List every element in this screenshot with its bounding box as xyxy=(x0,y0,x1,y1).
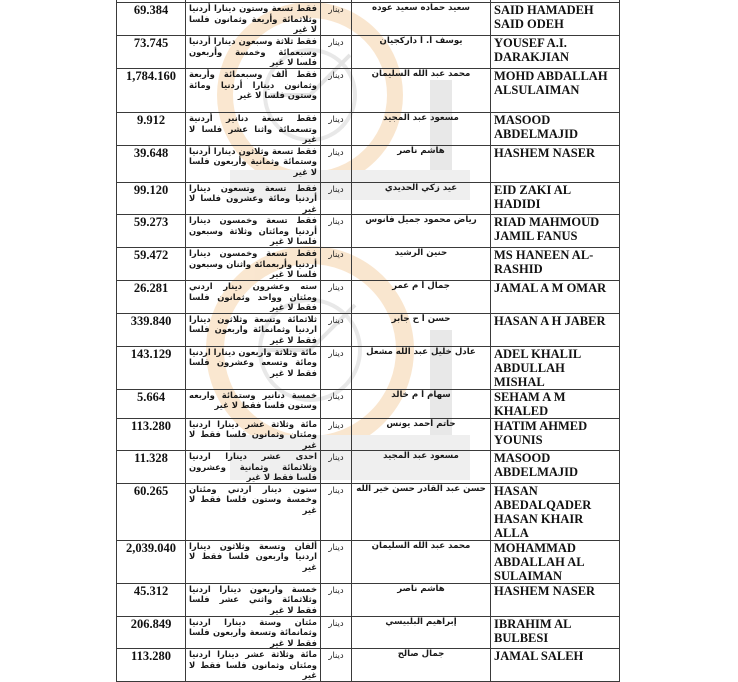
table-row xyxy=(117,346,620,389)
arabic-name-cell: عيد زكي الحديدي xyxy=(352,182,491,215)
currency-cell: دينار xyxy=(321,248,352,281)
table-row xyxy=(117,616,620,649)
amount-cell: 113.280 xyxy=(117,418,186,451)
english-name-cell: MS HANEEN AL-RASHID xyxy=(491,248,620,281)
amount-in-words-cell: خمسة دنانير وستمائة واربعه وستون فلسا فقط لا غير xyxy=(186,389,321,418)
english-name-cell: RIAD MAHMOUD JAMIL FANUS xyxy=(491,215,620,248)
amount-in-words-cell: خمسة واربعون دينارا اردنيا وثلاثمائة واثني عشر فلسا فقط لا غير xyxy=(186,583,321,616)
amount-in-words-cell: فقط تسعة وستون دينارا أردنيا وثلاثمائة وأربعة وثمانون فلسا لا غير xyxy=(186,3,321,36)
arabic-name-cell: رياض محمود جميل فانوس xyxy=(352,215,491,248)
amount-in-words-cell: مئتان وستة دينارا اردنيا وثمانمائة وتسعة واربعون فلسا فقط لا غير xyxy=(186,616,321,649)
arabic-name-cell: محمد عبد الله السليمان xyxy=(352,69,491,113)
arabic-name-cell: هاشم ناصر xyxy=(352,583,491,616)
english-name-cell: MASOOD ABDELMAJID xyxy=(491,113,620,146)
arabic-name-cell: حسن عبد القادر حسن خير الله xyxy=(352,483,491,540)
amount-in-words-cell: ألفان وتسعة وثلاثون دينارا اردنيا واربعون فلسا فقط لا غير xyxy=(186,540,321,583)
table-row xyxy=(117,248,620,281)
amount-cell: 206.849 xyxy=(117,616,186,649)
table-row xyxy=(117,3,620,36)
amount-in-words-cell: فقط تسعة وتسعون دينارا أردنيا ومائة وعشرون فلسا لا غير xyxy=(186,182,321,215)
arabic-name-cell: جمال أ م عمر xyxy=(352,281,491,314)
table-row xyxy=(117,483,620,540)
table-row xyxy=(117,649,620,682)
arabic-name-cell: حاتم أحمد يونس xyxy=(352,418,491,451)
english-name-cell: IBRAHIM AL BULBESI xyxy=(491,616,620,649)
amount-in-words-cell: فقط تسعة وخمسون دينارا أردنيا ومائتان وثلاثة وسبعون فلسا لا غير xyxy=(186,215,321,248)
english-name-cell: HASAN ABEDALQADER HASAN KHAIR ALLA xyxy=(491,483,620,540)
currency-cell: دينار xyxy=(321,145,352,182)
arabic-name-cell: مسعود عبد المجيد xyxy=(352,113,491,146)
arabic-name-cell: هاشم ناصر xyxy=(352,145,491,182)
amount-cell: 339.840 xyxy=(117,313,186,346)
amount-cell: 26.281 xyxy=(117,281,186,314)
table-row xyxy=(117,215,620,248)
english-name-cell: JAMAL SALEH xyxy=(491,649,620,682)
arabic-name-cell: حسن أ ح جابر xyxy=(352,313,491,346)
table-row xyxy=(117,281,620,314)
amount-in-words-cell: ثلاثمائة وتسعة وثلاثون دينارا اردنيا وثمانمائة واربعون فلسا فقط لا غير xyxy=(186,313,321,346)
currency-cell: دينار xyxy=(321,313,352,346)
currency-cell: دينار xyxy=(321,281,352,314)
amount-in-words-cell: مائة وثلاثة عشر دينارا اردنيا ومئتان وثمانون فلسا فقط لا غير xyxy=(186,649,321,682)
arabic-name-cell: سعيد حماده سعيد عوده xyxy=(352,3,491,36)
currency-cell: دينار xyxy=(321,389,352,418)
english-name-cell: MASOOD ABDELMAJID xyxy=(491,451,620,484)
english-name-cell: EID ZAKI AL HADIDI xyxy=(491,182,620,215)
currency-cell: دينار xyxy=(321,69,352,113)
table-row xyxy=(117,313,620,346)
table-row xyxy=(117,451,620,484)
english-name-cell: HASHEM NASER xyxy=(491,145,620,182)
amount-in-words-cell: مائة وثلاثة عشر دينارا اردنيا ومئتان وثمانون فلسا فقط لا غير xyxy=(186,418,321,451)
currency-cell: دينار xyxy=(321,616,352,649)
currency-cell: دينار xyxy=(321,583,352,616)
table-row xyxy=(117,540,620,583)
amount-in-words-cell: فقط تسعة وثلاثون دينارا أردنيا وستمائة وثمانية وأربعون فلسا لا غير xyxy=(186,145,321,182)
arabic-name-cell: سهام أ م خالد xyxy=(352,389,491,418)
english-name-cell: MOHD ABDALLAH ALSULAIMAN xyxy=(491,69,620,113)
amount-cell: 45.312 xyxy=(117,583,186,616)
currency-cell: دينار xyxy=(321,649,352,682)
table-row xyxy=(117,69,620,113)
arabic-name-cell: عادل خليل عبد الله مشعل xyxy=(352,346,491,389)
arabic-name-cell: يوسف أ. أ داركجيان xyxy=(352,36,491,69)
english-name-cell: HASHEM NASER xyxy=(491,583,620,616)
currency-cell: دينار xyxy=(321,36,352,69)
amount-cell: 143.129 xyxy=(117,346,186,389)
english-name-cell: MOHAMMAD ABDALLAH AL SULAIMAN xyxy=(491,540,620,583)
amount-cell: 59.472 xyxy=(117,248,186,281)
currency-cell: دينار xyxy=(321,346,352,389)
currency-cell: دينار xyxy=(321,182,352,215)
amount-in-words-cell: فقط ثلاثة وسبعون دينارا أردنيا وسبعمائة وخمسة وأربعون فلسا لا غير xyxy=(186,36,321,69)
amount-cell: 69.384 xyxy=(117,3,186,36)
currency-cell: دينار xyxy=(321,483,352,540)
table-row xyxy=(117,36,620,69)
amount-in-words-cell: ستون دينار اردني ومئتان وخمسة وستون فلسا فقط لا غير xyxy=(186,483,321,540)
payee-table xyxy=(116,0,620,682)
amount-cell: 73.745 xyxy=(117,36,186,69)
amount-in-words-cell: احدى عشر دينارا اردنيا وثلاثمائة وثمانية وعشرون فلسا فقط لا غير xyxy=(186,451,321,484)
amount-cell: 11.328 xyxy=(117,451,186,484)
table-row xyxy=(117,389,620,418)
amount-cell: 9.912 xyxy=(117,113,186,146)
currency-cell: دينار xyxy=(321,215,352,248)
currency-cell: دينار xyxy=(321,3,352,36)
amount-cell: 39.648 xyxy=(117,145,186,182)
amount-cell: 113.280 xyxy=(117,649,186,682)
english-name-cell: ADEL KHALIL ABDULLAH MISHAL xyxy=(491,346,620,389)
amount-in-words-cell: فقط تسعة دنانير أردنية وتسعمائة واثنا عشر فلسا لا غير xyxy=(186,113,321,146)
amount-cell: 59.273 xyxy=(117,215,186,248)
amount-cell: 2,039.040 xyxy=(117,540,186,583)
english-name-cell: JAMAL A M OMAR xyxy=(491,281,620,314)
arabic-name-cell: إبراهيم البلبيسي xyxy=(352,616,491,649)
table-row xyxy=(117,113,620,146)
currency-cell: دينار xyxy=(321,418,352,451)
amount-cell: 1,784.160 xyxy=(117,69,186,113)
english-name-cell: HATIM AHMED YOUNIS xyxy=(491,418,620,451)
currency-cell: دينار xyxy=(321,113,352,146)
amount-cell: 99.120 xyxy=(117,182,186,215)
table-row xyxy=(117,418,620,451)
amount-in-words-cell: فقط ألف وسبعمائة وأربعة وثمانون دينارا أردنيا ومائة وستون فلسا لا غير xyxy=(186,69,321,113)
arabic-name-cell: محمد عبد الله السليمان xyxy=(352,540,491,583)
arabic-name-cell: حنين الرشيد xyxy=(352,248,491,281)
amount-cell: 60.265 xyxy=(117,483,186,540)
english-name-cell: SEHAM A M KHALED xyxy=(491,389,620,418)
amount-cell: 5.664 xyxy=(117,389,186,418)
currency-cell: دينار xyxy=(321,540,352,583)
table-row xyxy=(117,145,620,182)
arabic-name-cell: جمال صالح xyxy=(352,649,491,682)
amount-in-words-cell: سته وعشرون دينار اردني ومئتان وواحد وثمانون فلسا فقط لا غير xyxy=(186,281,321,314)
english-name-cell: HASAN A H JABER xyxy=(491,313,620,346)
english-name-cell: SAID HAMADEH SAID ODEH xyxy=(491,3,620,36)
amount-in-words-cell: فقط تسعة وخمسون دينارا أردنيا وأربعمائة واثنان وسبعون فلسا لا غير xyxy=(186,248,321,281)
amount-in-words-cell: مائة وثلاثة واربعون دينارا اردنيا ومائة وتسعه وعشرون فلسا فقط لا غير xyxy=(186,346,321,389)
table-row xyxy=(117,583,620,616)
currency-cell: دينار xyxy=(321,451,352,484)
table-row xyxy=(117,182,620,215)
english-name-cell: YOUSEF A.I. DARAKJIAN xyxy=(491,36,620,69)
arabic-name-cell: مسعود عبد المجيد xyxy=(352,451,491,484)
